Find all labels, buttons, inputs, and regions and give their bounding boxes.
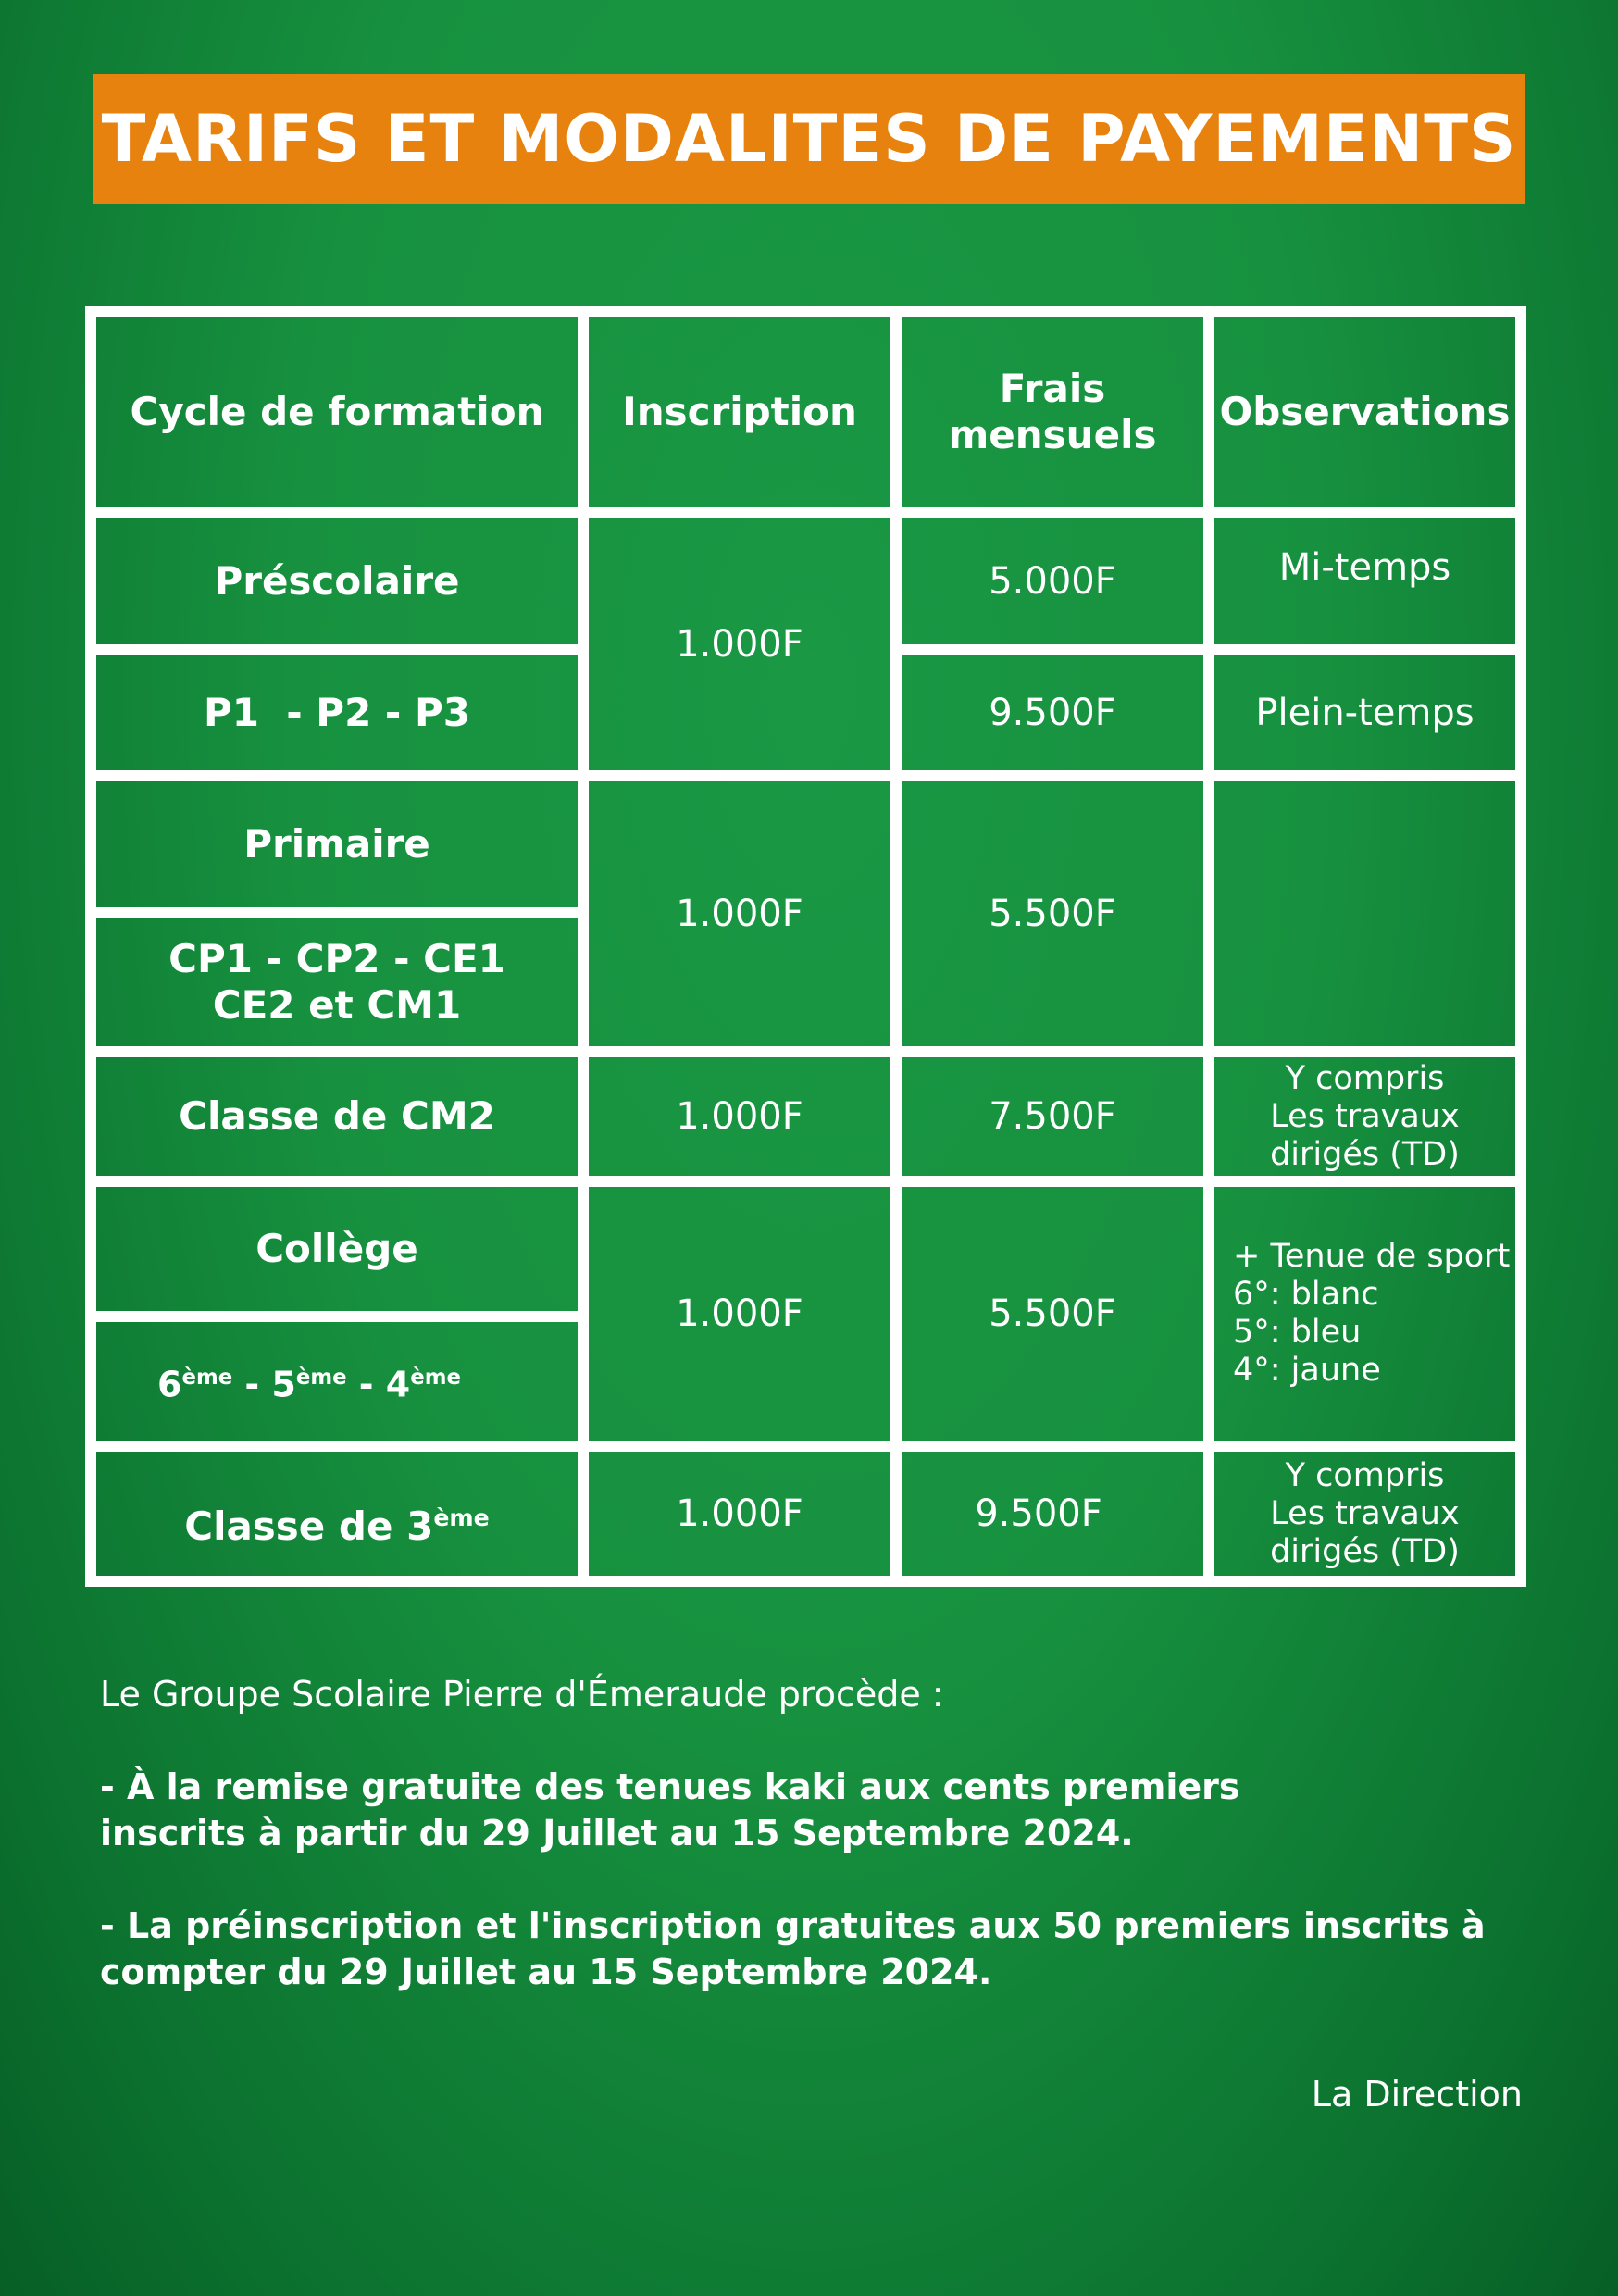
college-sep-1: - [232, 1364, 272, 1405]
header-observations-text: Observations [1219, 389, 1511, 434]
row-p1p2p3-label [91, 650, 583, 776]
troisieme-obs-line1: Y compris [1285, 1456, 1445, 1494]
row-college-label [91, 1181, 583, 1316]
p1p2p3-text: P1 - P2 - P3 [204, 690, 470, 735]
cm2-inscription-value: 1.000F [676, 1095, 803, 1138]
troisieme-frais [896, 1446, 1209, 1581]
cm2-obs-line2: Les travaux [1270, 1097, 1460, 1135]
cm2-obs-line1: Y compris [1285, 1059, 1445, 1097]
header-cycle [91, 311, 583, 513]
prescolaire-frais-value: 5.000F [989, 560, 1116, 603]
troisieme-frais-value: 9.500F [975, 1492, 1102, 1535]
troisieme-obs-line2: Les travaux [1270, 1494, 1460, 1532]
cm2-frais-value: 7.500F [989, 1095, 1116, 1138]
notes-intro-text: Le Groupe Scolaire Pierre d'Émeraude procède : [100, 1674, 944, 1715]
header-frais-line2: mensuels [948, 412, 1157, 457]
college-4: 4 [385, 1364, 411, 1405]
college-obs-line2: 6°: blanc [1233, 1276, 1379, 1313]
cm2-text: Classe de CM2 [179, 1093, 495, 1139]
prescolaire-obs [1209, 513, 1521, 650]
college-5: 5 [271, 1364, 296, 1405]
troisieme-sup: ème [433, 1504, 490, 1531]
primaire-classes-line1: CP1 - CP2 - CE1 [168, 936, 505, 981]
college-6-sup: ème [181, 1366, 233, 1391]
cm2-obs-line3: dirigés (TD) [1270, 1135, 1460, 1173]
college-inscription [583, 1181, 896, 1446]
prescolaire-inscription-value: 1.000F [676, 623, 803, 666]
title-banner [93, 74, 1525, 204]
college-text: Collège [255, 1226, 418, 1271]
troisieme-text [184, 1495, 489, 1550]
notes-item1-line2: inscrits à partir du 29 Juillet au 15 Septembre 2024. [100, 1813, 1134, 1853]
row-troisieme-label [91, 1446, 583, 1581]
notes-item2-line1: - La préinscription et l'inscription gratuites aux 50 premiers inscrits à [100, 1905, 1486, 1946]
header-inscription [583, 311, 896, 513]
college-frais [896, 1181, 1209, 1446]
p1p2p3-frais [896, 650, 1209, 776]
prescolaire-frais [896, 513, 1209, 650]
row-cm2-label [91, 1052, 583, 1181]
signature: La Direction [1311, 2074, 1523, 2115]
header-frais-line1: Frais [999, 366, 1106, 411]
p1p2p3-obs-text: Plein-temps [1255, 692, 1475, 734]
header-observations [1209, 311, 1521, 513]
primaire-frais-value: 5.500F [989, 892, 1116, 935]
college-inscription-value: 1.000F [676, 1292, 803, 1335]
college-sep-2: - [346, 1364, 386, 1405]
college-classes-text [157, 1354, 461, 1408]
primaire-classes-line2: CE2 et CM1 [212, 982, 462, 1028]
header-frais-mensuels [896, 311, 1209, 513]
primaire-inscription [583, 776, 896, 1052]
row-prescolaire-label [91, 513, 583, 650]
troisieme-inscription [583, 1446, 896, 1581]
cm2-frais [896, 1052, 1209, 1181]
college-obs [1209, 1181, 1521, 1446]
cm2-inscription [583, 1052, 896, 1181]
row-college-classes [91, 1316, 583, 1446]
header-cycle-text: Cycle de formation [130, 389, 544, 434]
primaire-inscription-value: 1.000F [676, 892, 803, 935]
row-primaire-classes [91, 913, 583, 1052]
row-primaire-label [91, 776, 583, 913]
primaire-frais [896, 776, 1209, 1052]
troisieme-inscription-value: 1.000F [676, 1492, 803, 1535]
college-obs-line4: 4°: jaune [1233, 1352, 1381, 1389]
notes-item-1 [100, 1764, 1239, 1856]
cm2-obs [1209, 1052, 1521, 1181]
college-frais-value: 5.500F [989, 1292, 1116, 1335]
primaire-text: Primaire [243, 821, 430, 867]
troisieme-obs-line3: dirigés (TD) [1270, 1532, 1460, 1570]
prescolaire-text: Préscolaire [214, 558, 460, 604]
page-title: TARIFS ET MODALITES DE PAYEMENTS [101, 101, 1517, 177]
troisieme-obs [1209, 1446, 1521, 1581]
college-5-sup: ème [295, 1366, 347, 1391]
college-obs-line1: + Tenue de sport [1233, 1238, 1511, 1275]
primaire-obs [1209, 776, 1521, 1052]
notes-item1-line1: - À la remise gratuite des tenues kaki aux cents premiers [100, 1766, 1240, 1807]
college-4-sup: ème [410, 1366, 461, 1391]
college-6: 6 [157, 1364, 182, 1405]
college-obs-line3: 5°: bleu [1233, 1314, 1362, 1351]
notes-intro [100, 1671, 944, 1717]
p1p2p3-frais-value: 9.500F [989, 692, 1116, 734]
header-inscription-text: Inscription [622, 389, 857, 434]
notes-item-2 [100, 1903, 1486, 1995]
p1p2p3-obs [1209, 650, 1521, 776]
notes-item2-line2: compter du 29 Juillet au 15 Septembre 2024. [100, 1952, 992, 1992]
prescolaire-obs-text: Mi-temps [1278, 546, 1451, 589]
prescolaire-inscription [583, 513, 896, 776]
troisieme-label-main: Classe de 3 [184, 1504, 434, 1549]
